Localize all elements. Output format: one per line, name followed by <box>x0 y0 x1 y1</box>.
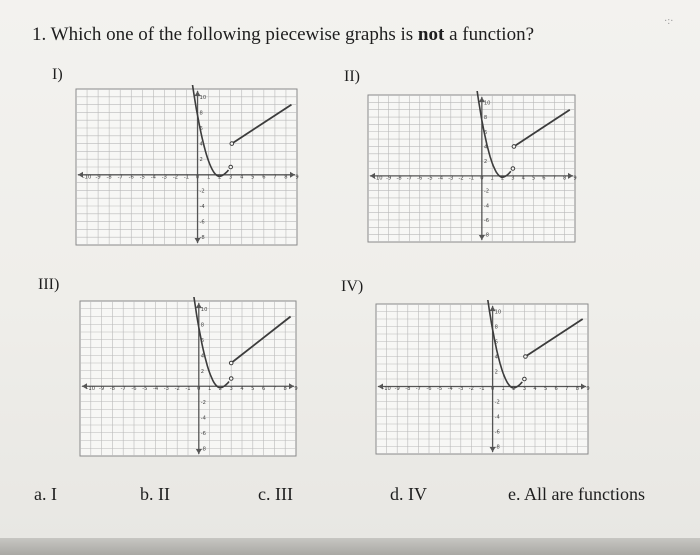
y-tick-label: 6 <box>199 126 203 132</box>
choice-c-text: III <box>275 484 293 504</box>
graph-1 <box>72 85 301 249</box>
x-tick-label: 6 <box>262 174 266 181</box>
graph-3 <box>76 297 300 460</box>
y-tick-label: -8 <box>494 444 500 451</box>
choice-b-letter: b. <box>140 484 154 504</box>
x-tick-label: -2 <box>458 175 464 182</box>
choice-d-letter: d. <box>390 484 404 504</box>
y-tick-label: 2 <box>199 157 203 164</box>
x-tick-label: -4 <box>447 386 453 392</box>
y-tick-label: -6 <box>200 430 206 437</box>
y-tick-label: -4 <box>200 415 206 422</box>
choice-a[interactable] <box>34 484 57 505</box>
y-tick-label: -4 <box>199 204 205 210</box>
x-tick-label: 0 <box>480 175 484 182</box>
open-endpoint <box>229 377 233 381</box>
x-tick-label: -3 <box>448 175 454 182</box>
x-tick-label: 8 <box>284 174 288 181</box>
graph-4 <box>372 300 592 458</box>
line-start-point <box>524 355 528 359</box>
x-tick-label: 6 <box>554 386 558 392</box>
x-tick-label: -3 <box>161 174 167 181</box>
graph-label-4: IV) <box>341 278 364 295</box>
x-tick-label: 5 <box>543 386 548 392</box>
y-tick-label: 10 <box>483 100 491 107</box>
x-tick-label: 1 <box>206 174 211 181</box>
choice-c-letter: c. <box>258 484 271 504</box>
y-tick-label: 4 <box>483 144 488 151</box>
x-tick-label: 8 <box>283 385 287 392</box>
y-tick-label: 6 <box>494 339 498 346</box>
choice-d[interactable] <box>390 484 427 505</box>
x-tick-label: -8 <box>405 386 411 392</box>
y-tick-label: 10 <box>200 306 208 313</box>
y-tick-label: -6 <box>483 217 490 224</box>
line-start-point <box>512 145 516 149</box>
x-tick-label: -6 <box>128 174 134 181</box>
open-endpoint <box>229 165 233 169</box>
x-tick-label: -1 <box>468 175 475 182</box>
y-tick-label: 8 <box>200 322 205 329</box>
x-tick-label: -5 <box>437 386 443 392</box>
x-tick-label: 2 <box>217 174 222 181</box>
x-tick-label: 2 <box>512 386 516 392</box>
graph-label-2: II) <box>344 68 360 85</box>
choice-b[interactable] <box>140 484 170 505</box>
y-tick-label: 4 <box>494 354 498 361</box>
x-tick-label: 9 <box>295 174 299 181</box>
x-tick-label: 2 <box>500 175 505 182</box>
line-start-point <box>229 361 233 365</box>
x-tick-label: 9 <box>294 385 298 392</box>
x-tick-label: -8 <box>396 175 402 182</box>
x-tick-label: 4 <box>533 386 537 392</box>
x-tick-label: -2 <box>174 385 180 392</box>
y-tick-label: 2 <box>483 159 488 166</box>
y-tick-label: 10 <box>199 94 207 101</box>
choice-d-text: IV <box>408 484 427 504</box>
x-tick-label: 1 <box>490 175 494 182</box>
x-tick-label: -3 <box>458 386 464 392</box>
x-tick-label: -10 <box>382 386 391 392</box>
open-endpoint <box>511 167 515 171</box>
smudge-mark: ·:· <box>664 16 674 27</box>
y-tick-label: -8 <box>483 232 490 239</box>
x-tick-label: 6 <box>542 175 546 182</box>
y-tick-label: 6 <box>200 337 205 344</box>
x-tick-label: -10 <box>374 175 383 182</box>
x-tick-label: 8 <box>575 386 580 392</box>
y-tick-label: -2 <box>483 188 490 195</box>
x-tick-label: -4 <box>153 385 159 392</box>
x-tick-label: -7 <box>415 386 421 392</box>
x-tick-label: -2 <box>172 174 179 181</box>
y-tick-label: -8 <box>199 235 205 242</box>
x-tick-label: -7 <box>117 174 123 181</box>
question-text-before: Which one of the following piecewise graphs is <box>50 24 414 45</box>
x-tick-label: 1 <box>501 386 505 392</box>
x-tick-label: 0 <box>490 386 495 392</box>
y-tick-label: 10 <box>494 309 502 316</box>
graph-2 <box>364 91 579 246</box>
x-tick-label: -9 <box>95 174 101 181</box>
x-tick-label: -7 <box>406 175 412 182</box>
x-tick-label: 5 <box>251 385 255 392</box>
x-tick-label: 7 <box>273 174 277 181</box>
graph-4-plot <box>372 300 592 458</box>
choice-c[interactable] <box>258 484 293 505</box>
x-tick-label: -4 <box>437 175 444 182</box>
desk-edge <box>0 538 700 555</box>
y-tick-label: 8 <box>483 115 488 122</box>
x-tick-label: 7 <box>272 385 277 392</box>
y-tick-label: -2 <box>200 399 206 406</box>
choice-e-letter: e. <box>508 484 521 504</box>
x-tick-label: -6 <box>417 175 423 182</box>
x-tick-label: 5 <box>531 175 536 182</box>
x-tick-label: -3 <box>163 385 169 392</box>
x-tick-label: -7 <box>120 385 126 392</box>
y-tick-label: -6 <box>199 219 205 226</box>
x-tick-label: 4 <box>240 385 244 392</box>
x-tick-label: -10 <box>82 174 92 181</box>
x-tick-label: 9 <box>573 175 577 182</box>
x-tick-label: 0 <box>197 385 201 392</box>
y-tick-label: 2 <box>494 369 498 376</box>
x-tick-label: -1 <box>185 385 191 392</box>
x-tick-label: -5 <box>142 385 148 392</box>
x-tick-label: -8 <box>109 385 115 392</box>
x-tick-label: -5 <box>139 174 145 181</box>
x-tick-label: 3 <box>511 175 515 182</box>
graph-label-1: I) <box>52 66 63 83</box>
x-tick-label: 7 <box>552 175 556 182</box>
open-endpoint <box>523 377 527 381</box>
x-tick-label: -6 <box>426 386 432 392</box>
x-tick-label: 0 <box>195 174 200 181</box>
x-tick-label: 5 <box>251 174 255 181</box>
x-tick-label: -4 <box>150 174 156 181</box>
x-tick-label: 6 <box>261 385 266 392</box>
y-tick-label: -8 <box>200 446 206 453</box>
graph-1-plot <box>72 85 301 249</box>
x-tick-label: 3 <box>229 385 233 392</box>
line-start-point <box>230 142 234 146</box>
x-tick-label: -6 <box>131 385 137 392</box>
x-tick-label: 4 <box>521 175 525 182</box>
graph-3-plot <box>76 297 300 460</box>
y-tick-label: -2 <box>199 188 205 195</box>
x-tick-label: -1 <box>479 386 485 392</box>
x-tick-label: 4 <box>240 174 244 181</box>
y-tick-label: 4 <box>199 141 203 148</box>
x-tick-label: 8 <box>562 175 567 182</box>
x-tick-label: -5 <box>427 175 433 182</box>
x-tick-label: -8 <box>106 174 112 181</box>
choice-a-letter: a. <box>34 484 47 504</box>
x-tick-label: -2 <box>468 386 474 392</box>
y-tick-label: 2 <box>200 368 205 375</box>
y-tick-label: -4 <box>494 414 500 421</box>
graph-2-plot <box>364 91 579 246</box>
y-tick-label: 8 <box>494 324 498 331</box>
x-tick-label: 2 <box>218 385 223 392</box>
x-tick-label: 3 <box>229 174 233 181</box>
x-tick-label: 9 <box>586 386 590 392</box>
x-tick-label: 1 <box>207 385 212 392</box>
y-tick-label: -6 <box>494 429 500 436</box>
y-tick-label: -2 <box>494 399 500 406</box>
x-tick-label: -9 <box>394 386 400 392</box>
x-tick-label: 7 <box>565 386 569 392</box>
choice-b-text: II <box>158 484 170 504</box>
y-tick-label: 6 <box>483 129 488 136</box>
x-tick-label: -1 <box>183 174 190 181</box>
choice-e[interactable] <box>508 484 645 505</box>
x-tick-label: -9 <box>99 385 105 392</box>
question-text-after: a function? <box>449 24 534 45</box>
graph-label-3: III) <box>38 276 60 293</box>
choice-e-text: All are functions <box>524 484 645 504</box>
x-tick-label: -9 <box>386 175 392 182</box>
choice-a-text: I <box>51 484 57 504</box>
y-tick-label: 4 <box>200 353 205 360</box>
question-text <box>32 24 534 46</box>
y-tick-label: 8 <box>199 110 203 117</box>
question-emphasis: not <box>417 24 445 45</box>
question-number: 1. <box>32 24 47 45</box>
x-tick-label: -10 <box>86 385 96 392</box>
y-tick-label: -4 <box>483 203 490 210</box>
x-tick-label: 3 <box>522 386 527 392</box>
